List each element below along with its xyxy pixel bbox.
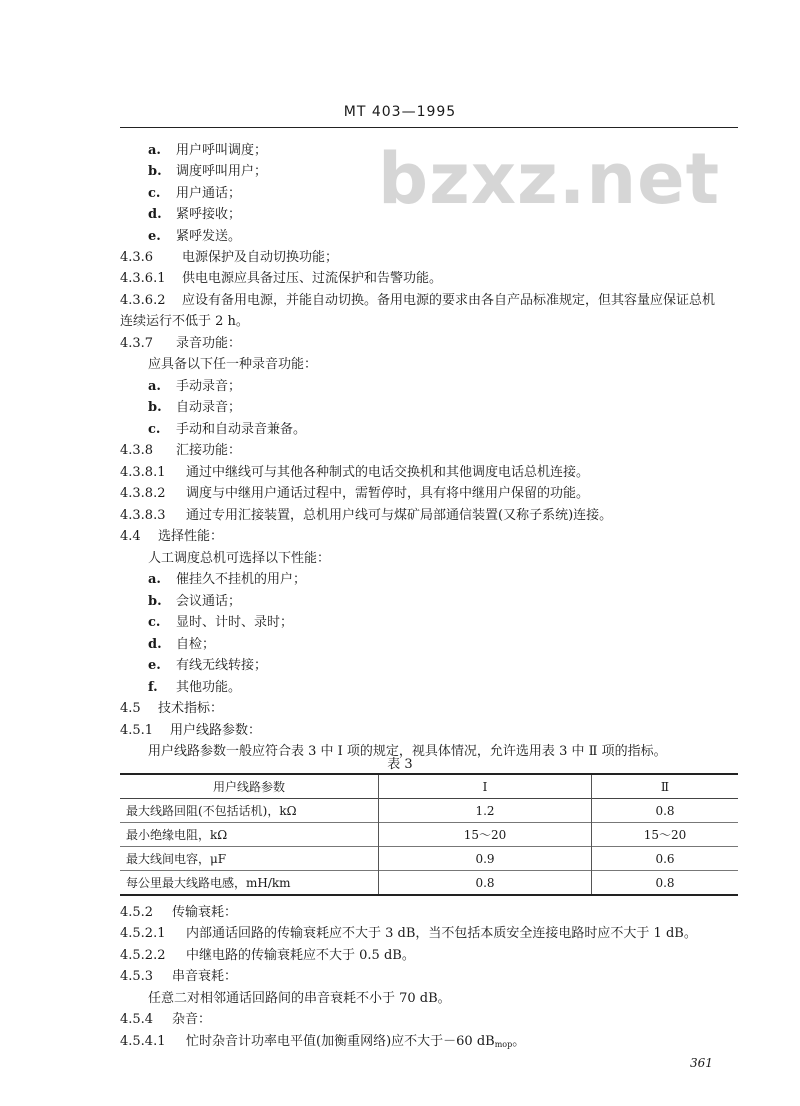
- clause: [120, 271, 442, 287]
- table-cell: 0.8: [379, 871, 592, 896]
- table-cell: 0.8: [592, 799, 739, 823]
- table-cell: 0.9: [379, 847, 592, 871]
- clause-number: 4.3.8.2: [120, 486, 166, 501]
- clause-number: 4.3.8.3: [120, 508, 166, 523]
- clause: [120, 529, 223, 545]
- table-header-cell: I: [379, 774, 592, 799]
- table-row: [120, 847, 738, 871]
- list-marker: b.: [148, 164, 162, 179]
- clause-number: 4.3.6: [120, 250, 154, 265]
- clause: [120, 701, 223, 717]
- list-marker: c.: [148, 615, 161, 630]
- paragraph: 人工调度总机可选择以下性能：: [148, 551, 331, 566]
- list-text: 手动和自动录音兼备。: [176, 422, 307, 437]
- list-text: 用户通话；: [176, 186, 242, 201]
- clause-text: 忙时杂音计功率电平值(加衡重网络)应不大于－60 dB: [186, 1034, 495, 1049]
- list-item: [148, 572, 306, 588]
- list-text: 其他功能。: [176, 680, 242, 695]
- clause-text: 通过中继线可与其他各种制式的电话交换机和其他调度电话总机连接。: [186, 465, 590, 480]
- table-cell: 1.2: [379, 799, 592, 823]
- list-text: 紧呼接收；: [176, 207, 242, 222]
- clause-number: 4.5.2.1: [120, 926, 166, 941]
- list-text: 用户呼叫调度；: [176, 143, 268, 158]
- clause: [120, 293, 715, 309]
- list-marker: d.: [148, 207, 162, 222]
- clause: [120, 508, 612, 524]
- clause-text: 中继电路的传输衰耗应不大于 0.5 dB。: [186, 948, 415, 963]
- clause-number: 4.4: [120, 529, 141, 544]
- clause-number: 4.3.7: [120, 336, 154, 351]
- list-item: [148, 400, 241, 416]
- clause-number: 4.5.2.2: [120, 948, 166, 963]
- table-cell: 最大线路回阻(不包括话机)，kΩ: [126, 804, 297, 818]
- clause: [120, 336, 241, 352]
- clause-text: 技术指标：: [158, 701, 224, 716]
- clause-number: 4.3.6.2: [120, 293, 166, 308]
- list-text: 会议通话；: [176, 594, 242, 609]
- list-text: 催挂久不挂机的用户；: [176, 572, 307, 587]
- list-item: [148, 229, 241, 245]
- list-item: [148, 207, 241, 223]
- list-item: [148, 164, 267, 180]
- list-marker: a.: [148, 143, 161, 158]
- paragraph: 任意二对相邻通话回路间的串音衰耗不小于 70 dB。: [148, 991, 451, 1006]
- table-header-cell: 用户线路参数: [212, 780, 285, 794]
- list-item: [148, 143, 267, 159]
- clause-number: 4.5.2: [120, 905, 154, 920]
- list-text: 自动录音；: [176, 400, 242, 415]
- unit-subscript: mop: [494, 1040, 513, 1049]
- table-header-cell: Ⅱ: [592, 774, 739, 799]
- list-text: 紧呼发送。: [176, 229, 242, 244]
- clause: [120, 969, 237, 985]
- table-caption: 表 3: [387, 757, 413, 772]
- clause: [120, 1034, 525, 1053]
- table-row: [120, 871, 738, 896]
- clause: [120, 926, 697, 942]
- clause-text: 供电电源应具备过压、过流保护和告警功能。: [182, 271, 443, 286]
- list-marker: c.: [148, 422, 161, 437]
- clause: [120, 723, 261, 739]
- clause-number: 4.5: [120, 701, 141, 716]
- clause-number: 4.5.4: [120, 1012, 154, 1027]
- clause-number: 4.3.6.1: [120, 271, 166, 286]
- clause: [120, 1012, 211, 1028]
- list-marker: e.: [148, 229, 161, 244]
- clause-text: 杂音：: [172, 1012, 212, 1027]
- clause-text-end: 。: [512, 1034, 526, 1049]
- page-header-title: MT 403—1995: [343, 104, 457, 120]
- list-item: [148, 594, 241, 610]
- clause: [120, 486, 589, 502]
- list-marker: c.: [148, 186, 161, 201]
- list-item: [148, 615, 293, 631]
- clause-text: 内部通话回路的传输衰耗应不大于 3 dB，当不包括本质安全连接电路时应不大于 1 dB。: [186, 926, 697, 941]
- table-cell: 15～20: [592, 823, 739, 847]
- clause-text: 传输衰耗：: [172, 905, 238, 920]
- clause-text: 汇接功能：: [176, 443, 242, 458]
- clause-number: 4.5.1: [120, 723, 154, 738]
- table-cell: 15～20: [379, 823, 592, 847]
- clause-number: 4.3.8: [120, 443, 154, 458]
- table-row: [120, 823, 738, 847]
- parameter-table: [120, 773, 738, 896]
- list-marker: f.: [148, 680, 158, 695]
- list-marker: b.: [148, 400, 162, 415]
- clause-text: 用户线路参数：: [170, 723, 262, 738]
- table-cell: 每公里最大线路电感，mH/km: [126, 876, 291, 890]
- clause-number: 4.5.3: [120, 969, 154, 984]
- paragraph: 用户线路参数一般应符合表 3 中 I 项的规定，视具体情况，允许选用表 3 中 Ⅱ 项的指标。: [148, 744, 667, 759]
- header-rule: [120, 127, 738, 128]
- clause-continuation: 连续运行不低于 2 h。: [120, 314, 249, 329]
- list-item: [148, 658, 267, 674]
- clause-text: 选择性能：: [158, 529, 224, 544]
- table-header-row: [120, 774, 738, 799]
- list-item: [148, 422, 306, 438]
- clause-text: 应设有备用电源，并能自动切换。备用电源的要求由各自产品标准规定，但其容量应保证总机: [182, 293, 716, 308]
- list-text: 自检；: [176, 637, 216, 652]
- table-cell: 最大线间电容，μF: [126, 852, 227, 866]
- list-marker: b.: [148, 594, 162, 609]
- list-item: [148, 637, 215, 653]
- table-cell: 最小绝缘电阻，kΩ: [126, 828, 228, 842]
- clause: [120, 250, 338, 266]
- clause-text: 电源保护及自动切换功能；: [182, 250, 339, 265]
- clause-number: 4.5.4.1: [120, 1034, 166, 1049]
- list-text: 手动录音；: [176, 379, 242, 394]
- page-number: 361: [690, 1056, 713, 1070]
- list-marker: e.: [148, 658, 161, 673]
- clause: [120, 443, 241, 459]
- list-marker: a.: [148, 572, 161, 587]
- list-marker: d.: [148, 637, 162, 652]
- list-item: [148, 186, 241, 202]
- clause-number: 4.3.8.1: [120, 465, 166, 480]
- clause-text: 串音衰耗：: [172, 969, 238, 984]
- clause: [120, 948, 415, 964]
- clause: [120, 905, 237, 921]
- watermark: bzxz.net: [378, 138, 721, 220]
- clause-text: 通过专用汇接装置，总机用户线可与煤矿局部通信装置(又称子系统)连接。: [186, 508, 613, 523]
- table-cell: 0.8: [592, 871, 739, 896]
- table-cell: 0.6: [592, 847, 739, 871]
- list-text: 调度呼叫用户；: [176, 164, 268, 179]
- list-item: [148, 379, 241, 395]
- paragraph: 应具备以下任一种录音功能：: [148, 357, 318, 372]
- list-item: [148, 680, 241, 696]
- clause-text: 调度与中继用户通话过程中，需暂停时，具有将中继用户保留的功能。: [186, 486, 590, 501]
- list-text: 有线无线转接；: [176, 658, 268, 673]
- clause: [120, 465, 589, 481]
- clause-text: 录音功能：: [176, 336, 242, 351]
- list-marker: a.: [148, 379, 161, 394]
- list-text: 显时、计时、录时；: [176, 615, 294, 630]
- table-row: [120, 799, 738, 823]
